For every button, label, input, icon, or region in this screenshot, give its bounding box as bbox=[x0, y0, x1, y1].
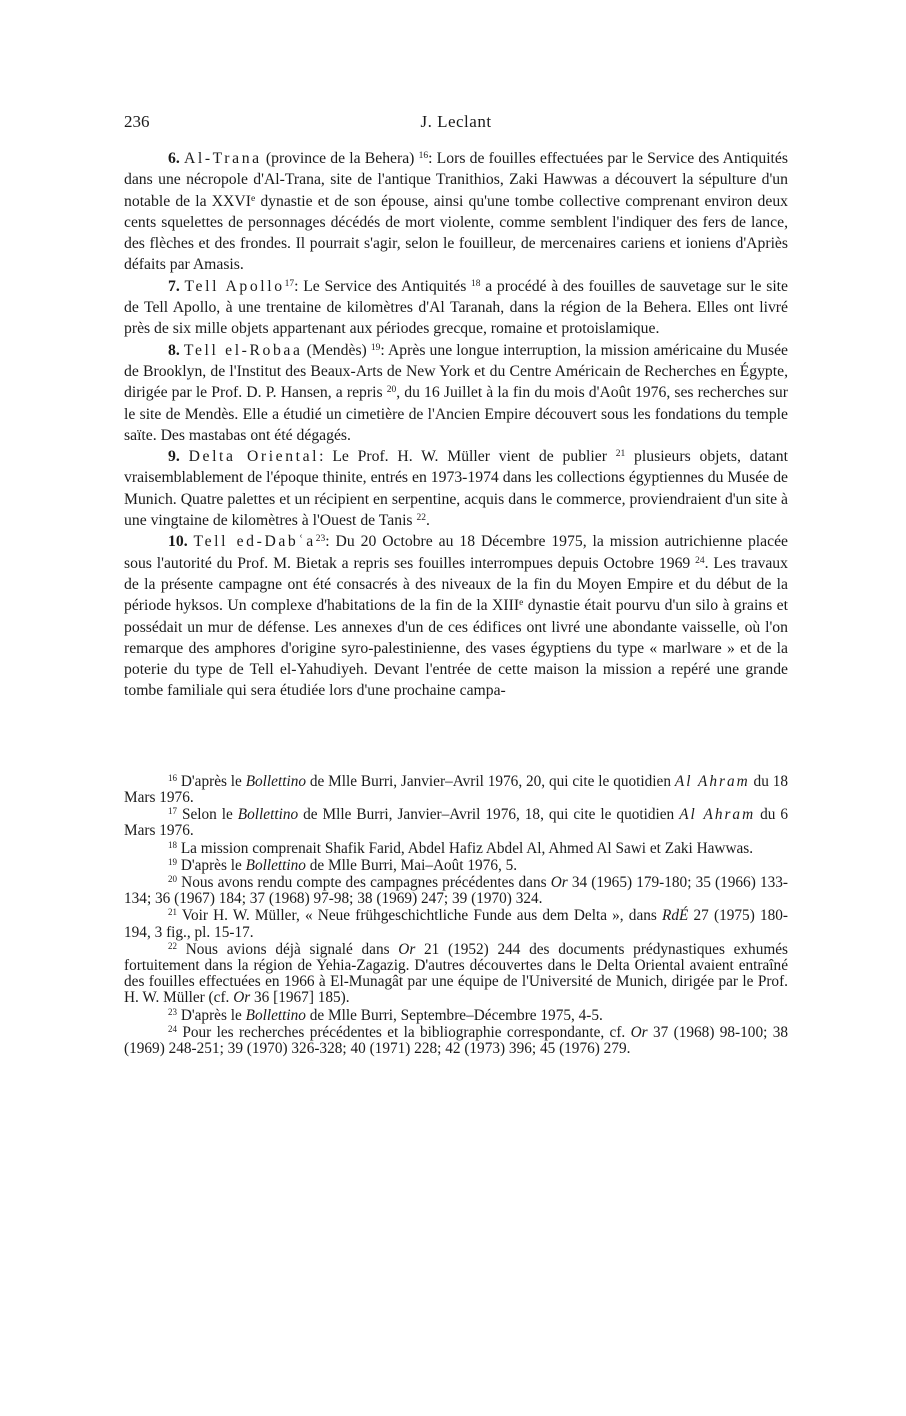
footnote bbox=[124, 807, 788, 839]
paragraph-delta-oriental bbox=[124, 446, 788, 531]
footnote-number: 17 bbox=[168, 806, 177, 817]
paragraph-al-trana bbox=[124, 148, 788, 276]
footnote-italic: Al Ahram bbox=[679, 806, 756, 824]
footnote-italic: Bollettino bbox=[245, 856, 306, 874]
footnote-italic: Bollettino bbox=[245, 1006, 306, 1024]
section-number: 10. bbox=[168, 533, 188, 551]
paragraph-tell-el-robaa bbox=[124, 340, 788, 446]
footnote-text: 37 (1968) 98-100; 38 (1969) 248-251; 39 (1970) 326-328; 40 (1971) 228; 42 (1973) 396; 45 (1976) 279. bbox=[124, 1023, 788, 1057]
footnote bbox=[124, 942, 788, 1007]
footnote-italic: Bollettino bbox=[245, 772, 307, 790]
footnote bbox=[124, 875, 788, 907]
footnote bbox=[124, 858, 788, 874]
paragraph-tell-apollo bbox=[124, 276, 788, 340]
page-header bbox=[124, 112, 788, 138]
paragraph-text: dynastie était pourvu d'un silo à grains et possédait un mur de défense. Les annexes d'un de ces édifices ont livré une abondante vaisselle, où l'on remarque des amphores d'origine syro-palestinienne, des vases égyptiens du type « marlware » et de la poterie du type de Tell el-Yahudiyeh. Devant l'entrée de cette maison la mission a repéré une grande tombe familiale qui sera étudiée lors d'une prochaine campa- bbox=[124, 597, 788, 700]
footnote-italic: Or bbox=[550, 873, 568, 891]
footnote-ref: 24 bbox=[695, 555, 705, 566]
section-number: 8. bbox=[168, 341, 180, 359]
footnote-text: 27 (1975) 180-194, 3 fig., pl. 15-17. bbox=[124, 907, 788, 941]
footnote-number: 19 bbox=[168, 856, 177, 867]
footnote-number: 20 bbox=[168, 873, 177, 884]
footnote bbox=[124, 1025, 788, 1057]
footnote bbox=[124, 908, 788, 940]
footnote-ref: 20 bbox=[386, 385, 397, 396]
paragraph-text: dynastie et de son épouse, ainsi qu'une tombe collective comprenant environ deux cents squelettes de personnages décédés de mort violente, comme semblent l'indiquer des fers de lance, des flèches et des frondes. Il pourrait s'agir, selon le fouilleur, de mercenaires cariens et ioniens d'Apriès défaits par Amasis. bbox=[124, 192, 789, 274]
footnote-text: D'après le bbox=[177, 856, 246, 874]
site-name: Tell ed-Dabʿa bbox=[193, 533, 316, 551]
footnote-ref: 18 bbox=[471, 278, 481, 289]
footnote-text: de Mlle Burri, Janvier–Avril 1976, 20, qui cite le quotidien bbox=[306, 772, 675, 790]
footnote-text: du 6 Mars 1976. bbox=[124, 806, 789, 840]
paragraph-text: : Lors de fouilles effectuées par le Service des Antiquités dans une nécropole d'Al-Trana, site de l'antique Tranithios, Zaki Hawwas a découvert la sépulture d'un notable de la XXVI bbox=[124, 150, 788, 210]
footnote-number: 22 bbox=[168, 940, 177, 951]
section-number: 7. bbox=[168, 277, 180, 295]
footnote-ref: 21 bbox=[615, 449, 626, 460]
footnote-ref: 22 bbox=[416, 513, 426, 524]
body-text bbox=[124, 148, 788, 702]
footnote-ref: 19 bbox=[370, 342, 381, 353]
footnote-text: 21 (1952) 244 des documents prédynastiques exhumés fortuitement dans la région de Yehia-Zagazig. D'autres découvertes dans le Delta Oriental avaient entraîné des fouilles effectuées en 1966 à El-Munagât par une équipe de l'Université de Munich, dirigée par le Prof. H. W. Müller (cf. bbox=[124, 940, 788, 1007]
paragraph-text: : Du 20 Octobre au 18 Décembre 1975, la mission autrichienne placée sous l'autorité du Prof. M. Bietak a repris ses fouilles interrompues depuis Octobre 1969 bbox=[124, 533, 789, 572]
footnote bbox=[124, 774, 788, 806]
site-name: Delta Oriental bbox=[188, 448, 320, 466]
paragraph-text: (Mendès) bbox=[302, 341, 371, 359]
site-name: Tell Apollo bbox=[184, 277, 285, 295]
footnote bbox=[124, 841, 788, 857]
footnote-number: 24 bbox=[168, 1023, 177, 1034]
footnote-number: 18 bbox=[168, 839, 177, 850]
footnote-text: de Mlle Burri, Mai–Août 1976, 5. bbox=[305, 856, 518, 874]
page bbox=[124, 112, 788, 1058]
paragraph-text: (province de la Behera) bbox=[261, 150, 419, 167]
footnote-text: Pour les recherches précédentes et la bibliographie correspondante, cf. bbox=[177, 1023, 631, 1041]
footnote-italic: Bollettino bbox=[237, 806, 299, 824]
footnote-text: D'après le bbox=[177, 1006, 246, 1024]
paragraph-text: a procédé à des fouilles de sauvetage sur le site de Tell Apollo, à une trentaine de kilomètres d'Al Taranah, dans la région de la Behera. Elles ont livré près de six mille objets appartenant aux périodes grecque, romaine et protoislamique. bbox=[124, 277, 788, 338]
paragraph-text: : Après une longue interruption, la mission américaine du Musée de Brooklyn, de l'Institut des Beaux-Arts de New York et du Centre Américain de Recherches en Égypte, dirigée par le Prof. D. P. Hansen, a repris bbox=[124, 341, 788, 402]
footnote-ref: 17 bbox=[284, 278, 295, 289]
footnote-number: 21 bbox=[168, 907, 177, 918]
footnote-text: 36 [1967] 185). bbox=[250, 989, 350, 1007]
footnote-text: de Mlle Burri, Septembre–Décembre 1975, 4-5. bbox=[305, 1006, 603, 1024]
paragraph-text: : Le Prof. H. W. Müller vient de publier bbox=[319, 448, 616, 466]
footnote-text: Nous avons rendu compte des campagnes précédentes dans bbox=[177, 873, 551, 891]
ordinal-superscript: e bbox=[519, 598, 524, 609]
paragraph-text: plusieurs objets, datant vraisemblablement de l'époque thinite, entrés en 1973-1974 dans les collections égyptiennes du Musée de Munich. Quatre palettes et un récipient en serpentine, acquis dans le commerce, proviendraient d'un site à une vingtaine de kilomètres à l'Ouest de Tanis bbox=[124, 448, 789, 530]
footnotes bbox=[124, 774, 788, 1057]
paragraph-text: . Les travaux de la présente campagne ont été consacrés à des niveaux de la fin du Moyen Empire et du début de la période hyksos. Un complexe d'habitations de la fin de la XIII bbox=[124, 554, 788, 615]
footnote-ref: 16 bbox=[418, 151, 429, 161]
footnote-italic: Al Ahram bbox=[674, 772, 750, 790]
footnote-number: 23 bbox=[168, 1006, 177, 1017]
footnote-italic: RdÉ bbox=[662, 907, 689, 925]
paragraph-text: , du 16 Juillet à la fin du mois d'Août 1976, ses recherches sur le site de Mendès. Elle a étudié un cimetière de l'Ancien Empire découvert sous les fondations du temple saïte. Des mastabas ont été dégagés. bbox=[124, 384, 789, 444]
page-number: 236 bbox=[124, 112, 150, 131]
ordinal-superscript: e bbox=[250, 193, 256, 204]
paragraph-text: : Le Service des Antiquités bbox=[294, 277, 472, 295]
footnote-italic: Or bbox=[630, 1023, 648, 1041]
footnote-text: La mission comprenait Shafik Farid, Abdel Hafiz Abdel Al, Ahmed Al Sawi et Zaki Hawwas. bbox=[177, 839, 754, 857]
paragraph-tell-ed-daba bbox=[124, 531, 788, 701]
section-number: 9. bbox=[168, 448, 180, 466]
footnote-text: Selon le bbox=[177, 806, 238, 824]
footnote bbox=[124, 1008, 788, 1024]
footnote-number: 16 bbox=[168, 772, 177, 783]
footnote-text: Voir H. W. Müller, « Neue frühgeschichtliche Funde aus dem Delta », dans bbox=[177, 907, 663, 925]
footnote-text: de Mlle Burri, Janvier–Avril 1976, 18, qui cite le quotidien bbox=[298, 806, 680, 824]
paragraph-text: . bbox=[425, 512, 430, 530]
footnote-text: Nous avions déjà signalé dans bbox=[177, 940, 399, 958]
footnote-text: 34 (1965) 179-180; 35 (1966) 133-134; 36 (1967) 184; 37 (1968) 97-98; 38 (1969) 247; 39 (1970) 324. bbox=[124, 873, 788, 908]
footnote-ref: 23 bbox=[315, 534, 326, 545]
section-number: 6. bbox=[168, 150, 180, 167]
footnote-text: du 18 Mars 1976. bbox=[124, 772, 788, 806]
footnote-italic: Or bbox=[398, 940, 416, 958]
site-name: Tell el-Robaa bbox=[183, 341, 303, 359]
running-head: J. Leclant bbox=[420, 112, 492, 131]
footnote-italic: Or bbox=[233, 989, 251, 1007]
site-name: Al-Trana bbox=[183, 150, 262, 167]
footnote-text: D'après le bbox=[177, 772, 246, 790]
